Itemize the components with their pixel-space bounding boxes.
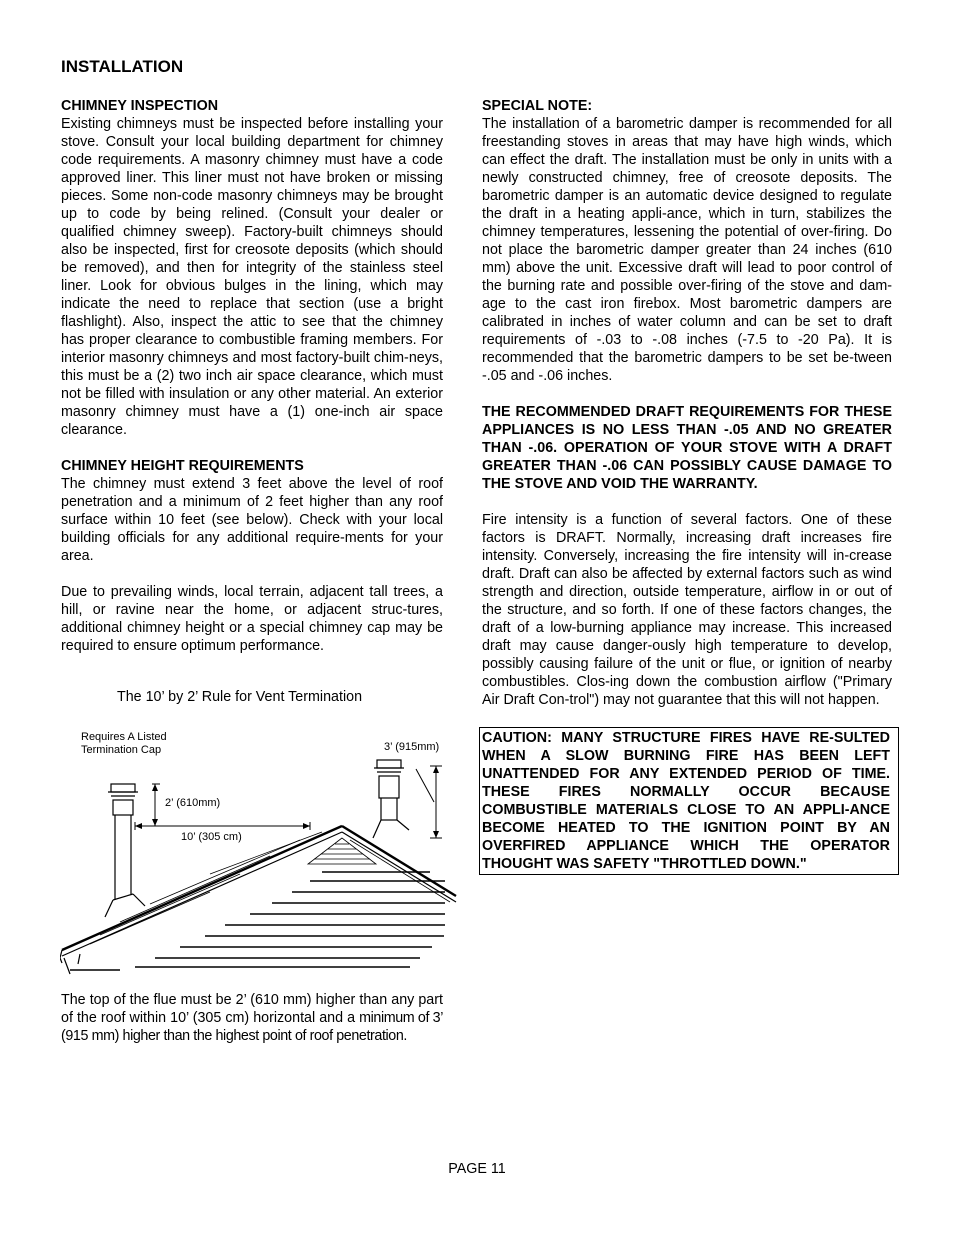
caution-box: CAUTION: MANY STRUCTURE FIRES HAVE RE-SULTED WHEN A SLOW BURNING FIRE HAS BEEN LEFT UNATTENDED FOR ANY EXTENDED PERIOD OF TIME. THESE FIRES NORMALLY OCCUR BECAUSE COMBUSTIBLE MATERIALS CLOSE TO AN APPLI-ANCE BECOME HEATED TO THE IGNITION POINT BY AN OVERFIRED APPLIANCE WHICH THE OPERATOR THOUGHT WAS SAFETY "THROTTLED DOWN." xyxy=(479,727,899,875)
label-listed-cap-1: Requires A Listed xyxy=(81,731,167,743)
chimney-height-body: The chimney must extend 3 feet above the level of roof penetration and a minimum of 2 feet higher than any roof surface within 10 feet (see below). Check with your local building officials for any additional require-ments for your area. xyxy=(61,476,443,564)
label-3ft: 3’ (915mm) xyxy=(384,741,440,753)
roof-left-slope xyxy=(62,826,342,950)
draft-requirements: THE RECOMMENDED DRAFT REQUIREMENTS FOR THESE APPLIANCES IS NO LESS THAN -.05 AND NO GREATER THAN -.06. OPERATION OF YOUR STOVE WITH A DRAFT GREATER THAN -.06 CAN POSSIBLY CAUSE DAMAGE TO THE STOVE AND VOID THE WARRANTY. xyxy=(482,404,892,492)
right-column xyxy=(482,97,892,875)
chimney-inspection-body: Existing chimneys must be inspected before installing your stove. Consult your local building department for chimney code requirements. A masonry chimney must have a code approved liner. This liner must not have broken or missing pieces. Some non-code masonry chimneys may be brought up to code by being relined. (Consult your dealer or qualified chimney sweep). Factory-built chimneys should also be inspected, first for creosote deposits (which should be removed), and then for integrity of the stainless steel liner. Look for obvious bulges in the lining, which may indicate the need to replace that section (use a bright flashlight). Also, inspect the attic to see that the chimney has proper clearance to combustible framing members. For interior masonry chimneys and most factory-built chim-neys, this must be a (2) two inch air space clearance, which must not be filled with insulation or any other material. An exterior masonry chimney must have a (1) one-inch air space clearance. xyxy=(61,116,443,438)
chimney-inspection-title: CHIMNEY INSPECTION xyxy=(61,98,219,114)
chimney-height-title: CHIMNEY HEIGHT REQUIREMENTS xyxy=(61,458,304,474)
dimension-3ft xyxy=(416,766,442,838)
label-2ft: 2’ (610mm) xyxy=(165,797,221,809)
caption-line2: minimum of 3’ (915 mm) higher than the highest point of roof penetration. xyxy=(61,1010,444,1044)
chimney-height-body2: Due to prevailing winds, local terrain, adjacent tall trees, a hill, or ravine near the home, or adjacent struc-tures, additional chimney height or a special chimney cap may be required to ensure optimum performance. xyxy=(61,584,443,654)
right-chimney xyxy=(373,760,409,838)
diagram-caption xyxy=(61,991,443,1045)
diagram-title: The 10’ by 2’ Rule for Vent Termination xyxy=(117,689,363,705)
dimension-10ft xyxy=(135,822,310,830)
page-number: PAGE 11 xyxy=(448,1161,506,1177)
fire-intensity: Fire intensity is a function of several factors. One of these factors is DRAFT. Normally, increasing draft increases fire intensity. Conversely, increasing the fire intensity will in-crease draft. Draft can also be affected by external factors such as wind strength and direction, outside temperature, airflow in or out of the structure, and so forth. If one of these factors changes, the draft of a low-burning appliance may increase. This increased draft may cause danger-ously high temperature to develop, possibly causing failure of the unit or flue, or ignition of nearby combustibles. Clos-ing down the combustion airflow ("Primary Air Draft Con-trol") may not guarantee that this will not happen. xyxy=(482,512,892,708)
roof-right-slope xyxy=(342,826,456,896)
caption-line1: The top of the flue must be 2’ (610 mm) higher than any part of the roof within 10’ (305 cm) horizontal and a xyxy=(61,992,443,1026)
special-note-body: The installation of a barometric damper is recommended for all freestanding stoves in areas that may have high winds, which can effect the draft. The installation must be only in units with a newly constructed chimney, free of creosote deposits. The barometric damper is an automatic device designed to regulate the draft in a heating appli-ance, which in turn, stabilizes the chimney temperatures, lessening the potential of over-firing. Do not place the barometric damper greater than 24 inches (610 mm) above the unit. Excessive draft will lead to poor control of the burning rate and possible over-firing of the stove and dam-age to the cast iron firebox. Most barometric dampers are calibrated in inches of water column and can be set to draft requirements of -.03 to -.08 inches (-7.5 to -20 Pa). It is recommended that the barometric dampers to be set be-tween -.05 and -.06 inches. xyxy=(482,116,892,384)
vent-termination-diagram xyxy=(60,722,460,977)
special-note-title: SPECIAL NOTE: xyxy=(482,98,593,114)
page-heading: INSTALLATION xyxy=(61,57,184,76)
label-listed-cap-2: Termination Cap xyxy=(81,744,162,756)
left-column xyxy=(61,97,443,673)
label-10ft: 10’ (305 cm) xyxy=(181,831,242,843)
left-chimney xyxy=(105,784,145,917)
